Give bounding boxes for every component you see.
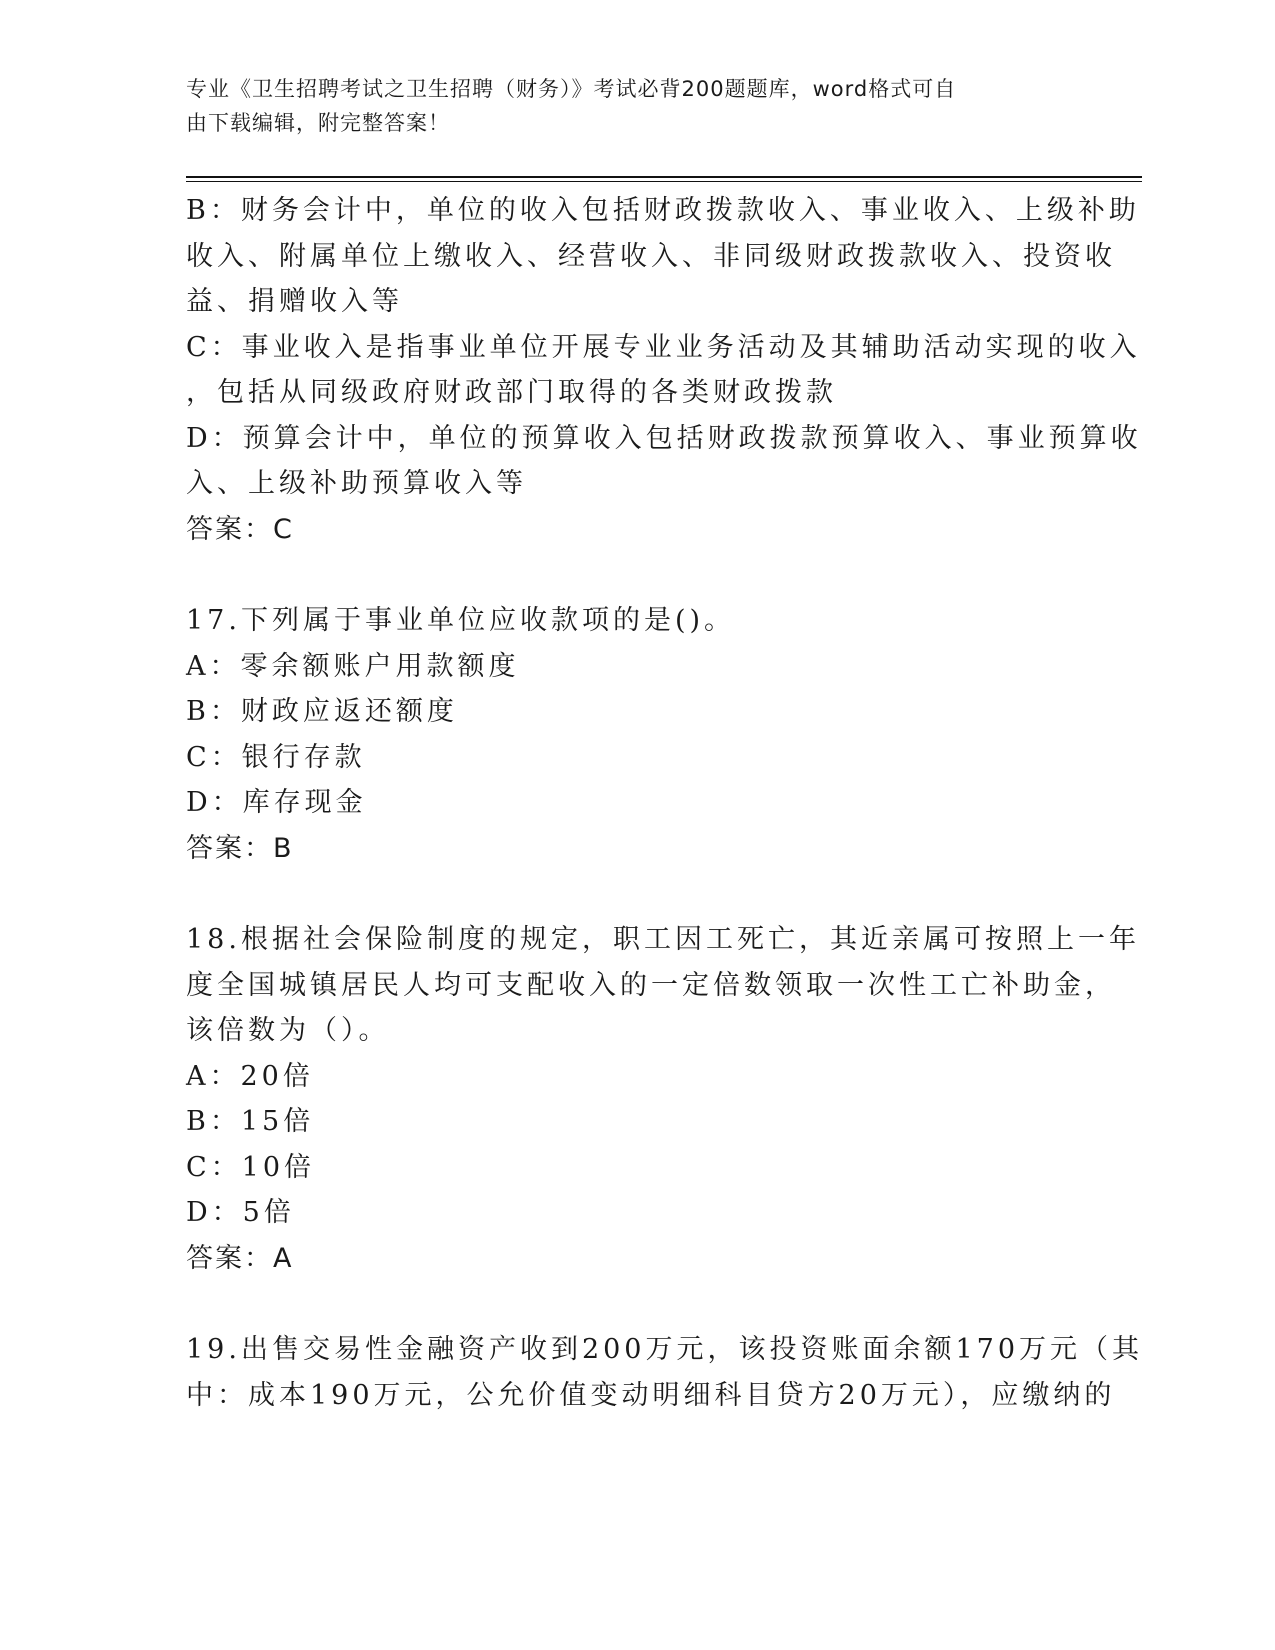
option-d-line-1: D：预算会计中，单位的预算收入包括财政拨款预算收入、事业预算收 xyxy=(186,422,1142,454)
answer-16: 答案：C xyxy=(186,513,294,545)
question-content xyxy=(186,188,1144,1418)
option-d-line-2: 入、上级补助预算收入等 xyxy=(186,468,527,499)
option-b-line-2: 收入、附属单位上缴收入、经营收入、非同级财政拨款收入、投资收 xyxy=(186,240,1116,272)
question-stem-line-3: 该倍数为（）。 xyxy=(186,1015,390,1046)
document-header xyxy=(186,72,1066,140)
question-16 xyxy=(186,188,1142,552)
header-line-1: 专业《卫生招聘考试之卫生招聘（财务）》考试必背200题题库，word格式可自 xyxy=(186,77,957,101)
option-d: D：库存现金 xyxy=(186,787,367,818)
spacer xyxy=(186,871,1086,917)
question-17 xyxy=(186,598,1086,871)
answer-18: 答案：A xyxy=(186,1242,294,1274)
option-c-line-1: C：事业收入是指事业单位开展专业业务活动及其辅助活动实现的收入 xyxy=(186,331,1141,363)
option-c: C：10倍 xyxy=(186,1151,316,1183)
header-line-2: 由下载编辑，附完整答案！ xyxy=(186,111,450,135)
spacer xyxy=(186,552,1086,598)
option-b-line-3: 益、捐赠收入等 xyxy=(186,286,403,317)
option-d: D：5倍 xyxy=(186,1197,295,1228)
spacer xyxy=(186,1281,1086,1327)
option-b-line-1: B：财务会计中，单位的收入包括财政拨款收入、事业收入、上级补助 xyxy=(186,195,1140,226)
option-b: B：财政应返还额度 xyxy=(186,696,458,727)
question-stem-line-2: 中：成本190万元，公允价值变动明细科目贷方20万元），应缴纳的 xyxy=(186,1379,1116,1411)
header-divider-thin xyxy=(186,181,1142,182)
answer-17: 答案：B xyxy=(186,832,294,864)
option-c: C：银行存款 xyxy=(186,741,366,773)
option-a: A：零余额账户用款额度 xyxy=(186,650,520,682)
header-divider-thick xyxy=(186,176,1142,178)
question-stem-line-1: 19.出售交易性金融资产收到200万元，该投资账面余额170万元（其 xyxy=(186,1334,1144,1365)
question-19 xyxy=(186,1327,1144,1418)
option-c-line-2: ，包括从同级政府财政部门取得的各类财政拨款 xyxy=(186,377,837,408)
question-stem-line-2: 度全国城镇居民人均可支配收入的一定倍数领取一次性工亡补助金， xyxy=(186,969,1116,1001)
question-stem: 17.下列属于事业单位应收款项的是()。 xyxy=(186,605,736,636)
option-b: B：15倍 xyxy=(186,1106,315,1137)
question-stem-line-1: 18.根据社会保险制度的规定，职工因工死亡，其近亲属可按照上一年 xyxy=(186,924,1140,955)
question-18 xyxy=(186,917,1140,1281)
option-a: A：20倍 xyxy=(186,1060,314,1092)
